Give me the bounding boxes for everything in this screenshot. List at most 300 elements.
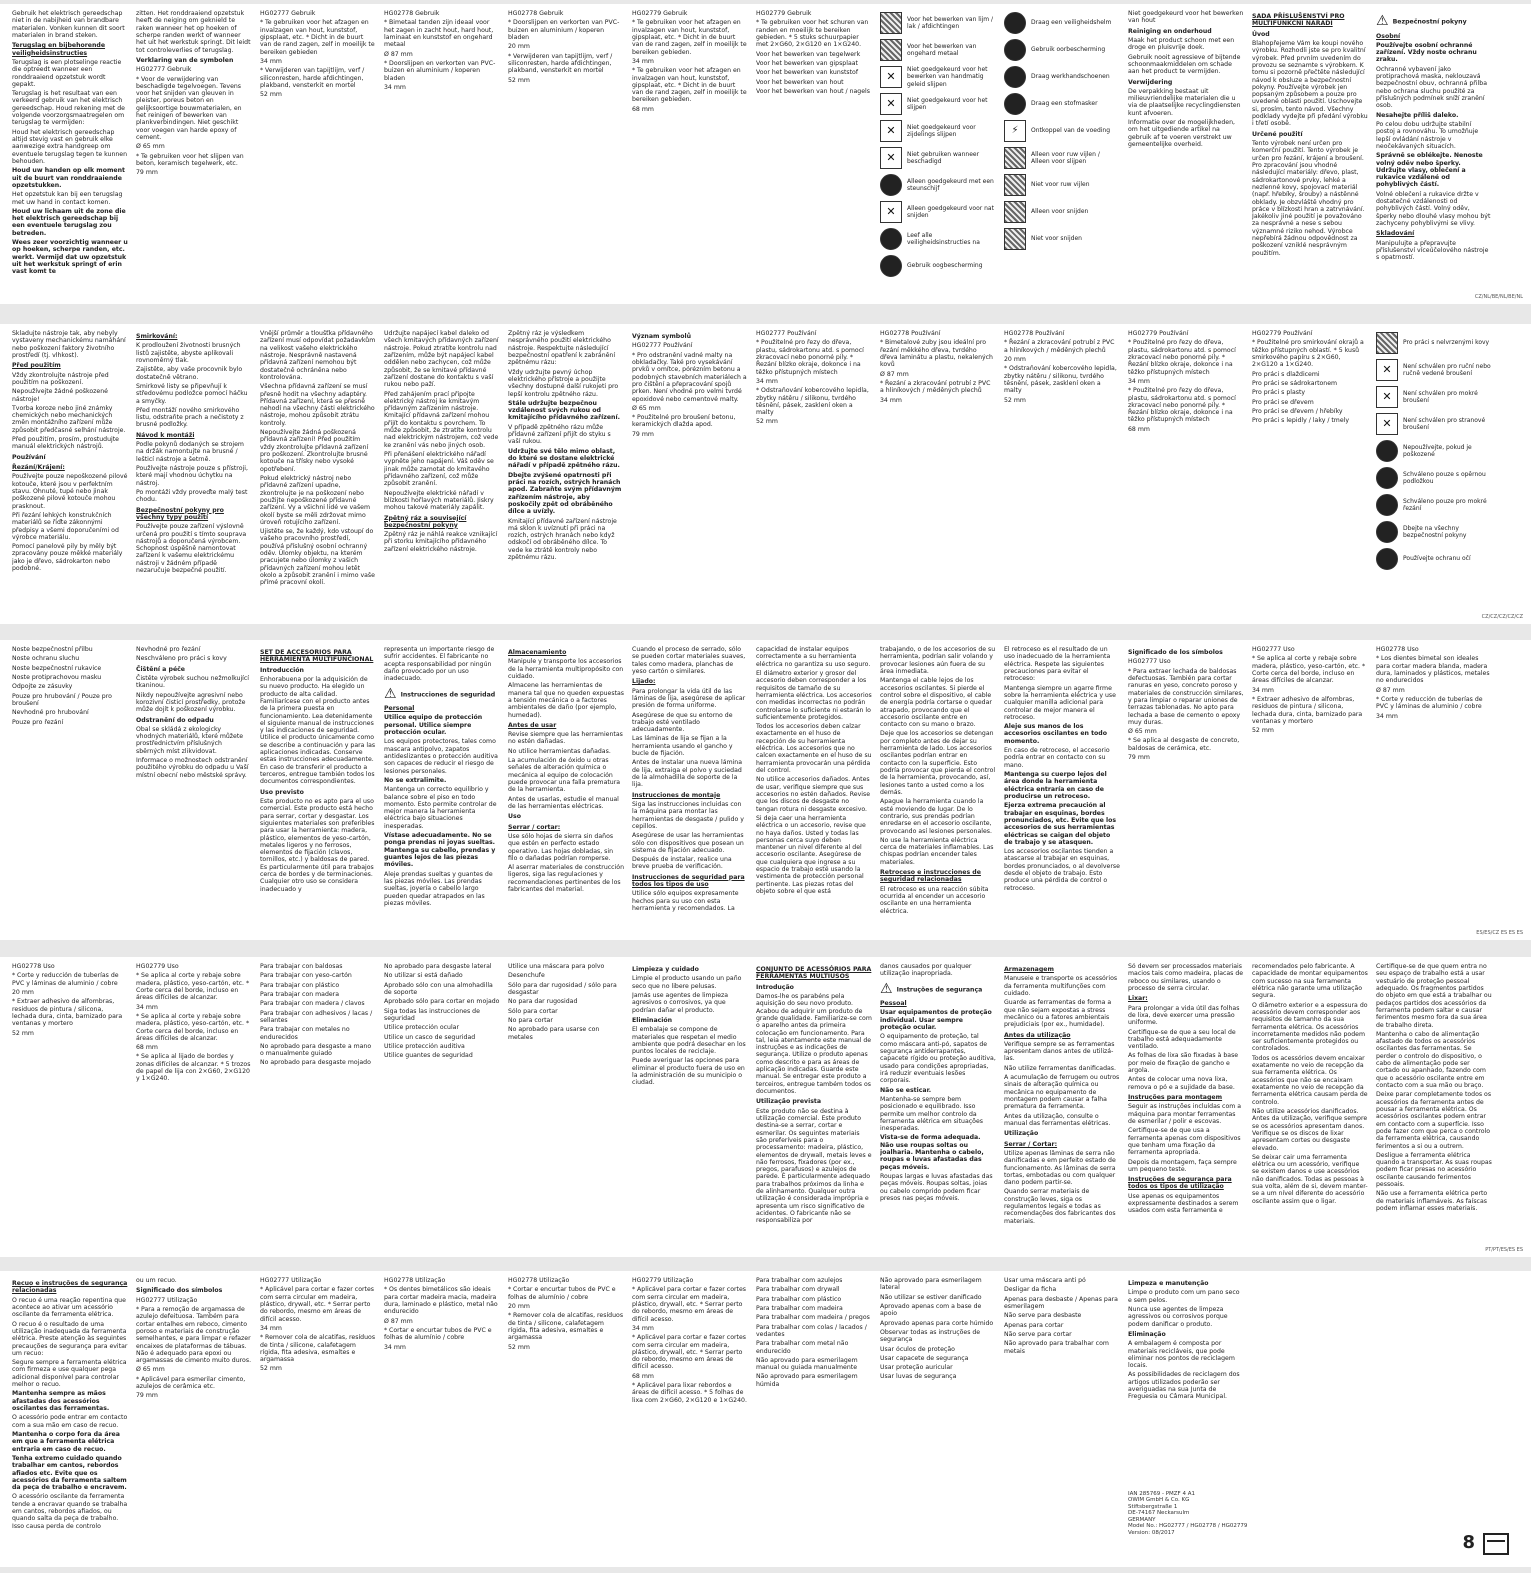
text: Asegúrese de usar las herramientas sólo con dispositivos que posean un sistema de fijación adecuado. bbox=[632, 832, 744, 854]
text-column bbox=[260, 1277, 376, 1559]
address-line: DE-74167 Neckarsulm bbox=[1128, 1510, 1190, 1517]
symbol-row bbox=[1376, 384, 1492, 410]
subsection-heading bbox=[632, 966, 748, 973]
paragraph bbox=[508, 998, 624, 1005]
paragraph bbox=[136, 1044, 252, 1051]
text: * Aplicável para esmerilar cimento, azulejos de cerâmica etc. bbox=[136, 1375, 246, 1391]
text: * Použitelné pro řezy do dřeva, plastu, sádrokartonu atd. s pomocí zkracovací nebo ponorné pily. * Řezání blízko okraje, dokonce i na těžko přístupných místech bbox=[756, 339, 864, 376]
paragraph bbox=[1252, 380, 1368, 387]
paragraph bbox=[12, 1359, 128, 1388]
text: Roupas largas e luvas afastadas das peças móveis. Roupas soltas, joias ou cabelo comprido podem ficar presos nas peças móveis. bbox=[880, 1173, 993, 1202]
text: Vista-se de forma adequada. Não use roupas soltas ou joalharia. Mantenha o cabelo, roupas e luvas afastadas das peças móveis. bbox=[880, 1134, 984, 1171]
paragraph bbox=[1128, 426, 1244, 433]
text: Sólo para cortar bbox=[508, 1007, 558, 1015]
paragraph bbox=[384, 84, 500, 91]
text: Las láminas de lija se fijan a la herramienta usando el gancho y bucle de fijación. bbox=[632, 735, 733, 758]
paragraph bbox=[384, 1034, 500, 1041]
text: Seguir as instruções incluídas com a máquina para montar ferramentas de esmerilar / polir e escovas. bbox=[1128, 1103, 1242, 1125]
paragraph bbox=[756, 776, 872, 813]
text: Depois da montagem, faça sempre um pequeno teste. bbox=[1128, 1158, 1237, 1173]
paragraph bbox=[136, 726, 252, 755]
text: Utilize apenas lâminas de serra não danificadas e em perfeito estado de funcionamento. As lâminas de serra tortas, embotadas ou com qualquer dano podem partir-se. bbox=[1004, 1149, 1116, 1187]
text-column bbox=[508, 646, 624, 932]
text: * Te gebruiken voor het afzagen en invalzagen van hout, kunststof, gipsplaat, etc. * Dicht in de buurt van de rand zagen, zelf in moeilijk te bereiken gebieden. bbox=[632, 19, 747, 56]
symbol-label: Alleen voor snijden bbox=[1031, 208, 1089, 216]
text: * Použitelné pro smirkování okrajů a těžko přístupných oblastí. * 5 kusů smirkového papíru s 2×G60, 2×G120 a 1×G240. bbox=[1252, 339, 1364, 369]
text: Používejte pouze zařízení výslovně určená pro použití s tímto souprava nástrojů a doporučená výrobcem. Schopnost úspěšně namontovat zařízení k vašemu elektrickému nástroji v žádném případě nezaručuje bezpečné použití. bbox=[136, 523, 247, 575]
paragraph bbox=[1252, 140, 1368, 257]
text: * Řezání a zkracování potrubí z PVC a hliníkových / měděných plechů bbox=[1004, 339, 1115, 354]
text: Limpe o produto com um pano seco e sem pelos. bbox=[1128, 1289, 1240, 1304]
paragraph bbox=[12, 473, 128, 510]
section-heading bbox=[632, 874, 748, 889]
section-heading bbox=[508, 722, 624, 729]
paragraph bbox=[260, 528, 376, 587]
text: Ø 87 mm bbox=[880, 370, 909, 378]
text-column bbox=[1004, 1277, 1120, 1559]
paragraph bbox=[12, 1493, 128, 1530]
text: * Se aplica al corte y rebaje sobre madera, plástico, yeso-cartón, etc. * Corte cerca del borde, incluso en áreas difíciles de alcanzar. bbox=[136, 1012, 250, 1042]
text: 34 mm bbox=[1252, 686, 1274, 694]
paragraph bbox=[136, 1053, 252, 1082]
paragraph bbox=[12, 665, 128, 672]
text: Čištění a péče bbox=[136, 665, 185, 673]
text-column bbox=[1128, 330, 1244, 616]
text: Para trabalhar com madeira bbox=[756, 1304, 843, 1312]
round-icon bbox=[1004, 66, 1026, 88]
text: Apenas para cortar bbox=[1004, 1321, 1064, 1329]
symbol-row bbox=[880, 226, 996, 252]
paragraph bbox=[880, 1364, 996, 1371]
symbol-row bbox=[1376, 330, 1492, 356]
text: 34 mm bbox=[136, 1003, 158, 1011]
section-heading bbox=[756, 966, 872, 981]
paragraph bbox=[384, 51, 500, 58]
text: 52 mm bbox=[12, 1029, 34, 1037]
text: Niet goedgekeurd voor het bewerken van hout bbox=[1128, 10, 1244, 25]
paragraph bbox=[1128, 1306, 1244, 1328]
text: Pro práci s lepidly / laky / tmely bbox=[1252, 417, 1350, 425]
text: Utilice equipo de protección personal. Utilice siempre protección ocular. bbox=[384, 714, 483, 737]
text: Manuseie e transporte os acessórios da ferramenta multifunções com cuidado. bbox=[1004, 975, 1118, 997]
text-column bbox=[632, 10, 748, 296]
no-icon bbox=[880, 120, 902, 142]
text: Het opzetstuk kan bij een terugslag met uw hand in contact komen. bbox=[12, 191, 123, 206]
text: Utilização bbox=[1004, 1130, 1039, 1138]
text: * Cortar e encurtar tubos de PVC e folhas de alumínio / cobre bbox=[508, 1286, 616, 1301]
text: HG02779 Gebruik bbox=[756, 10, 812, 17]
text: Observar todas as instruções de segurança bbox=[880, 1328, 981, 1344]
text: Antes de instalar una nueva lámina de lija, extraiga el polvo y suciedad de la almohadilla de soporte de la lija. bbox=[632, 759, 743, 789]
text: HG02779 Používání bbox=[1252, 330, 1313, 337]
text: Para trabalhar com madeira / pregos bbox=[756, 1314, 870, 1322]
text: Desligue a ferramenta elétrica quando a transportar. As suas roupas podem ficar presas no acessório oscilante causando ferimentos pessoais. bbox=[1376, 1151, 1492, 1189]
text: 79 mm bbox=[136, 1392, 158, 1400]
symbol-label: Dbejte na všechny bezpečnostní pokyny bbox=[1403, 524, 1467, 539]
paragraph bbox=[1252, 963, 1368, 1000]
text: HG02777 Uso bbox=[1252, 646, 1295, 653]
text: * Bimetalové zuby jsou ideální pro řezání měkkého dřeva, tvrdého dřeva laminátu a plastu, nekalených kovů bbox=[880, 339, 993, 369]
paragraph bbox=[632, 801, 748, 830]
text: Para trabajar con madera bbox=[260, 990, 340, 998]
text: Používejte osobní ochranné zařízení. Vždy noste ochranu zraku. bbox=[1376, 41, 1477, 64]
text: Significado de los símbolos bbox=[1128, 649, 1223, 656]
paragraph bbox=[1252, 727, 1368, 734]
paragraph bbox=[1004, 848, 1120, 892]
text: Tvorba koroze nebo jiné známky chemických nebo mechanických změn montážního zařízení může způsobit předčasné selhání nástroje. bbox=[12, 404, 126, 434]
text: O recuo é uma reação repentina que acontece ao ativar um acessório oscilante da ferramenta elétrica. bbox=[12, 1296, 126, 1319]
text-column bbox=[756, 1277, 872, 1559]
paragraph bbox=[508, 53, 624, 75]
sq-icon bbox=[1004, 201, 1026, 223]
text: Určené použití bbox=[1252, 130, 1303, 138]
paragraph bbox=[508, 1312, 624, 1341]
text: Certifique-se de que usa a ferramenta apenas com dispositivos que tenham uma fixação da ferramenta apropriada. bbox=[1128, 1127, 1241, 1157]
paragraph bbox=[508, 1344, 624, 1351]
symbol-label: Niet goedgekeurd voor het bewerken van handmatig geleid slijpen bbox=[907, 66, 988, 88]
text: 68 mm bbox=[1128, 425, 1150, 433]
text-column bbox=[1252, 330, 1368, 616]
paragraph bbox=[12, 1414, 128, 1429]
paragraph bbox=[1376, 152, 1492, 189]
text: * Remover cola de alcatifas, resíduos de tinta / silicone, calafetagem rígida, fita adesiva, esmaltes e argamassa bbox=[260, 1334, 376, 1364]
symbol-label: Niet gebruiken wanneer beschadigd bbox=[907, 150, 980, 165]
text: HG02777 Používání bbox=[756, 330, 817, 337]
text: Mantenga siempre un agarre firme sobre la herramienta eléctrica y use cualquier manilla adicional para controlar de mejor manera el retroceso. bbox=[1004, 684, 1116, 721]
text: Apague la herramienta cuando la esté moviendo de lugar. De lo contrario, sus prendas podrían enredarse en el accesorio oscilante, provocando así lesiones personales. bbox=[880, 798, 992, 835]
paragraph bbox=[12, 239, 128, 276]
text-column bbox=[880, 330, 996, 616]
paragraph bbox=[1004, 365, 1120, 394]
text: No para dar rugosidad bbox=[508, 998, 578, 1006]
paragraph bbox=[1004, 1312, 1120, 1319]
text-column bbox=[384, 1277, 500, 1559]
paragraph bbox=[1128, 119, 1244, 148]
text: Desligar da ficha bbox=[1004, 1286, 1057, 1294]
text: Usar capacete de segurança bbox=[880, 1354, 969, 1362]
paragraph bbox=[1252, 646, 1368, 653]
symbol-label: Niet voor ruw vijlen bbox=[1031, 181, 1090, 189]
text: No use la herramienta eléctrica cerca de materiales inflamables. Las chispas podrían encender tales materiales. bbox=[880, 836, 994, 866]
band-5 bbox=[0, 1271, 1531, 1567]
subsection-heading bbox=[756, 1098, 872, 1105]
paragraph bbox=[1004, 1065, 1120, 1072]
paragraph bbox=[1252, 696, 1368, 725]
no-icon bbox=[1376, 386, 1398, 408]
text: Jamás use agentes de limpieza agresivos o corrosivos, ya que podrían dañar el producto. bbox=[632, 991, 729, 1014]
text: Kmitající přídavné zařízení nástroje má sklon k uvíznutí při práci na rozích, ostrých hranách nebo když odskočí od obráběného dílce. To vede ke ztrátě kontroly nebo zpětnému rázu. bbox=[508, 517, 617, 562]
section-heading bbox=[1128, 995, 1244, 1002]
paragraph bbox=[1252, 655, 1368, 684]
text: * Corte y reducción de tuberías de PVC y láminas de aluminio / cobre bbox=[1376, 695, 1483, 711]
text: En caso de retroceso, el accesorio podría entrar en contacto con su mano. bbox=[1004, 747, 1110, 769]
text-column bbox=[756, 10, 872, 296]
text: No para cortar bbox=[508, 1016, 553, 1024]
paragraph bbox=[756, 1108, 872, 1225]
text: trabajando, o de los accesorios de su herramienta, podrían salir volando y provocar lesiones aún fuera de su área inmediata. bbox=[880, 646, 996, 675]
text: 34 mm bbox=[632, 1324, 654, 1332]
address-line: Version: 08/2017 bbox=[1128, 1529, 1175, 1536]
paragraph bbox=[756, 88, 872, 95]
symbol-label: Gebruik oorbescherming bbox=[1031, 46, 1106, 54]
text: No utilizar si está dañado bbox=[384, 972, 463, 980]
paragraph bbox=[1252, 1108, 1368, 1152]
text: As possibilidades de reciclagem dos artigos utilizados poderão ser averiguadas na sua Junta de Freguesia ou Câmara Municipal. bbox=[1128, 1371, 1240, 1401]
paragraph bbox=[384, 60, 500, 82]
text: HG02777 Utilização bbox=[260, 1277, 322, 1284]
symbol-row bbox=[880, 64, 996, 90]
section-heading bbox=[136, 432, 252, 439]
address-line: Stiftsbergstraße 1 bbox=[1128, 1503, 1178, 1510]
paragraph bbox=[12, 1321, 128, 1358]
text: Retroceso e instrucciones de seguridad relacionadas bbox=[880, 869, 981, 884]
paragraph bbox=[1004, 685, 1120, 722]
text: Ø 87 mm bbox=[1376, 686, 1405, 694]
paragraph bbox=[12, 719, 128, 726]
text-column bbox=[508, 963, 624, 1249]
text: Nunca use agentes de limpeza agressivos ou corrosivos porque podem danificar o produto. bbox=[1128, 1305, 1228, 1328]
paragraph bbox=[508, 731, 624, 746]
text: * Corte y reducción de tuberías de PVC y láminas de aluminio / cobre bbox=[12, 972, 119, 987]
paragraph bbox=[1376, 1091, 1492, 1150]
paragraph bbox=[880, 730, 996, 796]
subsection-heading bbox=[1128, 1280, 1244, 1287]
paragraph bbox=[632, 19, 748, 56]
text: 34 mm bbox=[632, 57, 654, 65]
text-column bbox=[136, 646, 252, 932]
address-line: OWIM GmbH & Co. KG bbox=[1128, 1497, 1190, 1504]
text: Ø 65 mm bbox=[1128, 728, 1157, 736]
paragraph bbox=[12, 1431, 128, 1453]
text: * Aplicável para lixar rebordos e áreas de difícil acesso. * 5 folhas de lixa com 2×G60, 2×G120 e 1×G240. bbox=[632, 1382, 747, 1404]
text: Utilice guantes de seguridad bbox=[384, 1052, 473, 1060]
no-icon bbox=[880, 147, 902, 169]
paragraph bbox=[1004, 802, 1120, 846]
paragraph bbox=[136, 1392, 252, 1399]
text: Používejte pouze nepoškozené pilové kotouče, které jsou v perfektním stavu. Ohnuté, tupé nebo jinak poškozené pilové kotouče mohou prasknout. bbox=[12, 473, 128, 510]
paragraph bbox=[880, 1346, 996, 1353]
text: * Odstraňování kobercového lepidla, zbytky nátěru / silikonu, tvrdého těsnění, pásek, zasklení oken a malty bbox=[1004, 365, 1117, 395]
text: Úvod bbox=[1252, 30, 1270, 38]
symbol-column bbox=[1004, 10, 1120, 296]
text: Noste bezpečnostní přilbu bbox=[12, 646, 93, 653]
warning-icon: ⚠ bbox=[1376, 13, 1389, 29]
paragraph bbox=[1376, 112, 1492, 119]
text: Aprobado sólo con una almohadilla de soporte bbox=[384, 981, 493, 996]
section-heading bbox=[1376, 230, 1492, 237]
paragraph bbox=[632, 992, 748, 1014]
text: Blahopřejeme Vám ke koupi nového výrobku. Rozhodli jste se pro kvalitní výrobek. Před prvním uvedením do provozu se seznamte s výrobkem. K tomu si pozorně přečtěte následující návod k obsluze a bezpečnostní pokyny. Používejte výrobek jen popsaným způsobem a pouze pro uvedené oblasti použití. Uschovejte si, prosím, tento návod. Všechny podklady vydejte při předání výrobku i třetí osobě. bbox=[1252, 39, 1368, 128]
paragraph bbox=[12, 709, 128, 716]
text: recomendados pelo fabricante. A capacidade de montar equipamentos com sucesso na sua ferramenta elétrica não garante uma utilização segura. bbox=[1252, 963, 1368, 1000]
text: Antes da utilização bbox=[1004, 1031, 1071, 1039]
paragraph bbox=[632, 67, 748, 104]
paragraph bbox=[1128, 88, 1244, 117]
text: Terugslag is het resultaat van een verkeerd gebruik van het elektrisch gereedschap. Houd rekening met de volgende voorzorgsmaatregelen om terugslag te vermijden: bbox=[12, 90, 125, 127]
text-column bbox=[880, 646, 996, 932]
paragraph bbox=[1128, 754, 1244, 761]
text: Não serve para desbaste bbox=[1004, 1312, 1082, 1320]
text: 79 mm bbox=[632, 430, 654, 438]
paragraph bbox=[1128, 339, 1244, 376]
text: Mantenga un correcto equilibrio y balance sobre el piso en todo momento. Esto permite controlar de mejor manera la herramienta eléctrica bajo situaciones inesperadas. bbox=[384, 786, 497, 830]
text-column bbox=[136, 963, 252, 1249]
symbol-label: Niet goedgekeurd voor het slijpen bbox=[907, 96, 988, 111]
text: Bezpečnostní pokyny bbox=[1392, 18, 1467, 26]
paragraph bbox=[880, 1096, 996, 1133]
subsection-heading bbox=[260, 667, 376, 674]
symbol-row bbox=[880, 91, 996, 117]
text: Aprobado sólo para cortar en mojado bbox=[384, 998, 500, 1006]
paragraph bbox=[1252, 371, 1368, 378]
text: Deje que los accesorios se detengan por completo antes de dejar su herramienta de lado. Los accesorios oscilantes podrían entrar en contacto con la superficie. Esto podría provocar que pierda el control de la herramienta, provocando, así, lesiones tanto a usted como a los demás. bbox=[880, 730, 996, 796]
text: Certifique-se de que a seu local de trabalho está adequadamente ventilado. bbox=[1128, 1028, 1236, 1051]
text: Skladujte nástroje tak, aby nebyly vystaveny mechanickému namáhání nebo poškození faktory životního prostředí (tj. vlhkost). bbox=[12, 330, 126, 359]
text: HG02778 Gebruik bbox=[384, 10, 440, 17]
text: HG02778 Používání bbox=[1004, 330, 1065, 337]
band-footer-code: PT/PT/ES/ES ES bbox=[1485, 1247, 1523, 1254]
text: * Te gebruiken voor het afzagen en invalzagen van hout, kunststof, gipsplaat, etc. * Dicht in de buurt van de rand zagen, zelf in moeilijk te bereiken gebieden bbox=[260, 19, 375, 56]
text-column bbox=[1128, 10, 1244, 296]
sq-icon bbox=[1376, 332, 1398, 354]
paragraph bbox=[136, 1306, 252, 1365]
text: Pro práci se dřevem bbox=[1252, 398, 1314, 406]
text: Udržujte své tělo mimo oblast, do které se dostane elektrické nářadí v případě zpětného rázu. bbox=[508, 447, 620, 470]
symbol-label: Není schválen pro ruční nebo ručně vedené broušení bbox=[1403, 362, 1491, 377]
text: Nesahejte příliš daleko. bbox=[1376, 111, 1459, 119]
text: Serrar / cortar: bbox=[508, 823, 561, 831]
paragraph bbox=[632, 431, 748, 438]
text: Lixar: bbox=[1128, 995, 1148, 1003]
subsection-heading bbox=[1004, 1130, 1120, 1137]
paragraph bbox=[384, 330, 500, 389]
text: Podle pokynů dodaných se strojem na držák namontujte na brusné / lešticí nástroje a šetrně. bbox=[136, 441, 244, 463]
paragraph bbox=[1004, 1188, 1120, 1225]
paragraph bbox=[756, 69, 872, 76]
paragraph bbox=[756, 1277, 872, 1284]
text: 20 mm bbox=[508, 43, 530, 51]
text: Mantenha-se sempre bem posicionado e equilibrado. Isso permite um melhor controlo da ferramenta elétrica em situações inesperadas. bbox=[880, 1095, 983, 1133]
section-heading bbox=[384, 705, 500, 712]
text: Não serve para cortar bbox=[1004, 1330, 1072, 1338]
subsection-heading bbox=[384, 686, 500, 703]
paragraph bbox=[136, 66, 252, 73]
sq-icon bbox=[1004, 228, 1026, 250]
paragraph bbox=[384, 972, 500, 979]
text: Dbejte zvýšené opatrnosti při práci na rozích, ostrých hranách apod. Zabraňte svým přídavným zařízením nástroje, aby poskočily zpět od obráběného dílce a uvízly. bbox=[508, 471, 622, 516]
paragraph bbox=[508, 682, 624, 719]
paragraph bbox=[12, 693, 128, 708]
text: 52 mm bbox=[1004, 396, 1026, 404]
paragraph bbox=[508, 400, 624, 422]
address-line: Model No.: HG02777 / HG02778 / HG02779 bbox=[1128, 1523, 1248, 1530]
manufacturer-address bbox=[1128, 1491, 1248, 1559]
text: 20 mm bbox=[12, 988, 34, 996]
paragraph bbox=[508, 972, 624, 979]
subsection-heading bbox=[136, 666, 252, 673]
text: Odstranění do odpadu bbox=[136, 716, 214, 724]
text: HG02779 Uso bbox=[136, 963, 179, 970]
text: Limpeza e manutenção bbox=[1128, 1280, 1209, 1287]
paragraph bbox=[12, 129, 128, 166]
section-heading bbox=[880, 1000, 996, 1007]
text: CONJUNTO DE ACESSÓRIOS PARA FERRAMENTAS MULTIUSOS bbox=[756, 966, 872, 981]
text: Verklaring van de symbolen bbox=[136, 56, 234, 64]
text: Používejte nástroje pouze s přístroji, které mají vhodnou úchytku na nástroj. bbox=[136, 465, 248, 487]
text: No utilice accesorios dañados. Antes de usar, verifique siempre que sus accesorios no estén dañados. Revise que los discos de desgaste no tengan rotura ni desgaste excesivo. bbox=[756, 776, 871, 813]
paragraph bbox=[508, 43, 624, 50]
paragraph bbox=[1128, 1076, 1244, 1091]
paragraph bbox=[508, 77, 624, 84]
paragraph bbox=[756, 670, 872, 721]
paragraph bbox=[260, 963, 376, 970]
text: Při řezání lehkých konstrukčních materiálů se řiďte zákonnými předpisy a všemi doporučeními od výrobce materiálu. bbox=[12, 511, 119, 541]
text: Verwijdering bbox=[1128, 78, 1173, 86]
paragraph bbox=[632, 352, 748, 403]
text-column bbox=[880, 1277, 996, 1559]
paragraph bbox=[1128, 1159, 1244, 1174]
paragraph bbox=[1128, 1193, 1244, 1215]
paragraph bbox=[12, 683, 128, 690]
text: Usar equipamentos de proteção individual. Usar sempre proteção ocular. bbox=[880, 1009, 992, 1032]
symbol-row bbox=[1376, 492, 1492, 518]
text: HG02777 Uso bbox=[1128, 658, 1171, 666]
text: Almacene las herramientas de manera tal que no queden expuestas a tensión mecánica o a factores ambientales de daño (por ejemplo, humedad). bbox=[508, 682, 624, 719]
subsection-heading bbox=[136, 57, 252, 64]
text: Vístase adecuadamente. No se ponga prendas ni joyas sueltas. Mantenga su cabello, prendas y guantes lejos de las piezas móviles. bbox=[384, 832, 496, 869]
text: Almacenamiento bbox=[508, 649, 567, 656]
paragraph bbox=[632, 832, 748, 854]
text: Antes da utilização, consulte o manual das ferramentas elétricas. bbox=[1004, 1112, 1111, 1127]
subsection-heading bbox=[508, 813, 624, 820]
paragraph bbox=[136, 407, 252, 429]
text: * Verwijderen van tapijtlijm, verf / siliconresten, harde afdichtingen, plakband, vensterkit en mortel bbox=[508, 52, 613, 75]
text: Aleje prendas sueltas y guantes de las piezas móviles. Las prendas sueltas, joyería o cabello largo pueden quedar atrapados en las piezas móviles. bbox=[384, 870, 493, 907]
text: Para trabajar con metales no endurecidos bbox=[260, 1026, 350, 1041]
paragraph bbox=[260, 19, 376, 56]
paragraph bbox=[1128, 737, 1244, 752]
paragraph bbox=[880, 1294, 996, 1301]
text: Cuando el proceso de serrado, sólo se pueden cortar materiales suaves, tales como madera, planchas de yeso cartón o similares. bbox=[632, 646, 746, 675]
paragraph bbox=[880, 1320, 996, 1327]
text-column bbox=[136, 1277, 252, 1559]
text: O equipamento de proteção, tal como máscara anti-pó, sapatos de segurança antiderrapantes, capacete rígido ou proteção auditiva, usado para condições apropriadas, irá reduzir eventuais lesões corporais. bbox=[880, 1033, 996, 1085]
paragraph bbox=[756, 51, 872, 58]
text: Obal se skládá z ekologicky vhodných materiálů, které můžete prostřednictvím příslušných sběrných míst zlikvidovat. bbox=[136, 725, 244, 755]
text: Todos os acessórios devem encaixar exatamente no veio de recepção da sua ferramenta elétrica. Os acessórios que não se encaixam exatamente no veio de recepção da ferramenta elétrica causam perda de controlo. bbox=[1252, 1054, 1368, 1106]
text: Antes de colocar uma nova lixa, remova o pó e a sujidade da base. bbox=[1128, 1076, 1235, 1091]
paragraph bbox=[136, 441, 252, 463]
paragraph bbox=[260, 10, 376, 17]
paragraph bbox=[136, 1013, 252, 1042]
paragraph bbox=[1128, 37, 1244, 52]
text: Siga todas las instrucciones de seguridad bbox=[384, 1007, 480, 1022]
paragraph bbox=[880, 1303, 996, 1318]
paragraph bbox=[508, 1026, 624, 1041]
paragraph bbox=[12, 1455, 128, 1492]
paragraph bbox=[1004, 1041, 1120, 1063]
paragraph bbox=[12, 989, 128, 996]
symbol-row bbox=[1004, 226, 1120, 252]
text: Osobní bbox=[1376, 32, 1401, 40]
paragraph bbox=[384, 998, 500, 1005]
text: Uso previsto bbox=[260, 788, 304, 796]
text: Ujistěte se, že každý, kdo vstoupí do vašeho pracovního prostředí, používá příslušný osobní ochranný oděv. Úlomky objektu, na kterém pracujete nebo úlomky z vašich přídavných zařízení mohou letět okolo a způsobit zranění i mimo vaše přímé pracovní okolí. bbox=[260, 528, 375, 587]
text: Manipule y transporte los accesorios de la herramienta multipropósito con cuidado. bbox=[508, 658, 624, 680]
paragraph bbox=[1128, 728, 1244, 735]
round-icon bbox=[1376, 521, 1398, 543]
text: Skladování bbox=[1376, 230, 1415, 238]
